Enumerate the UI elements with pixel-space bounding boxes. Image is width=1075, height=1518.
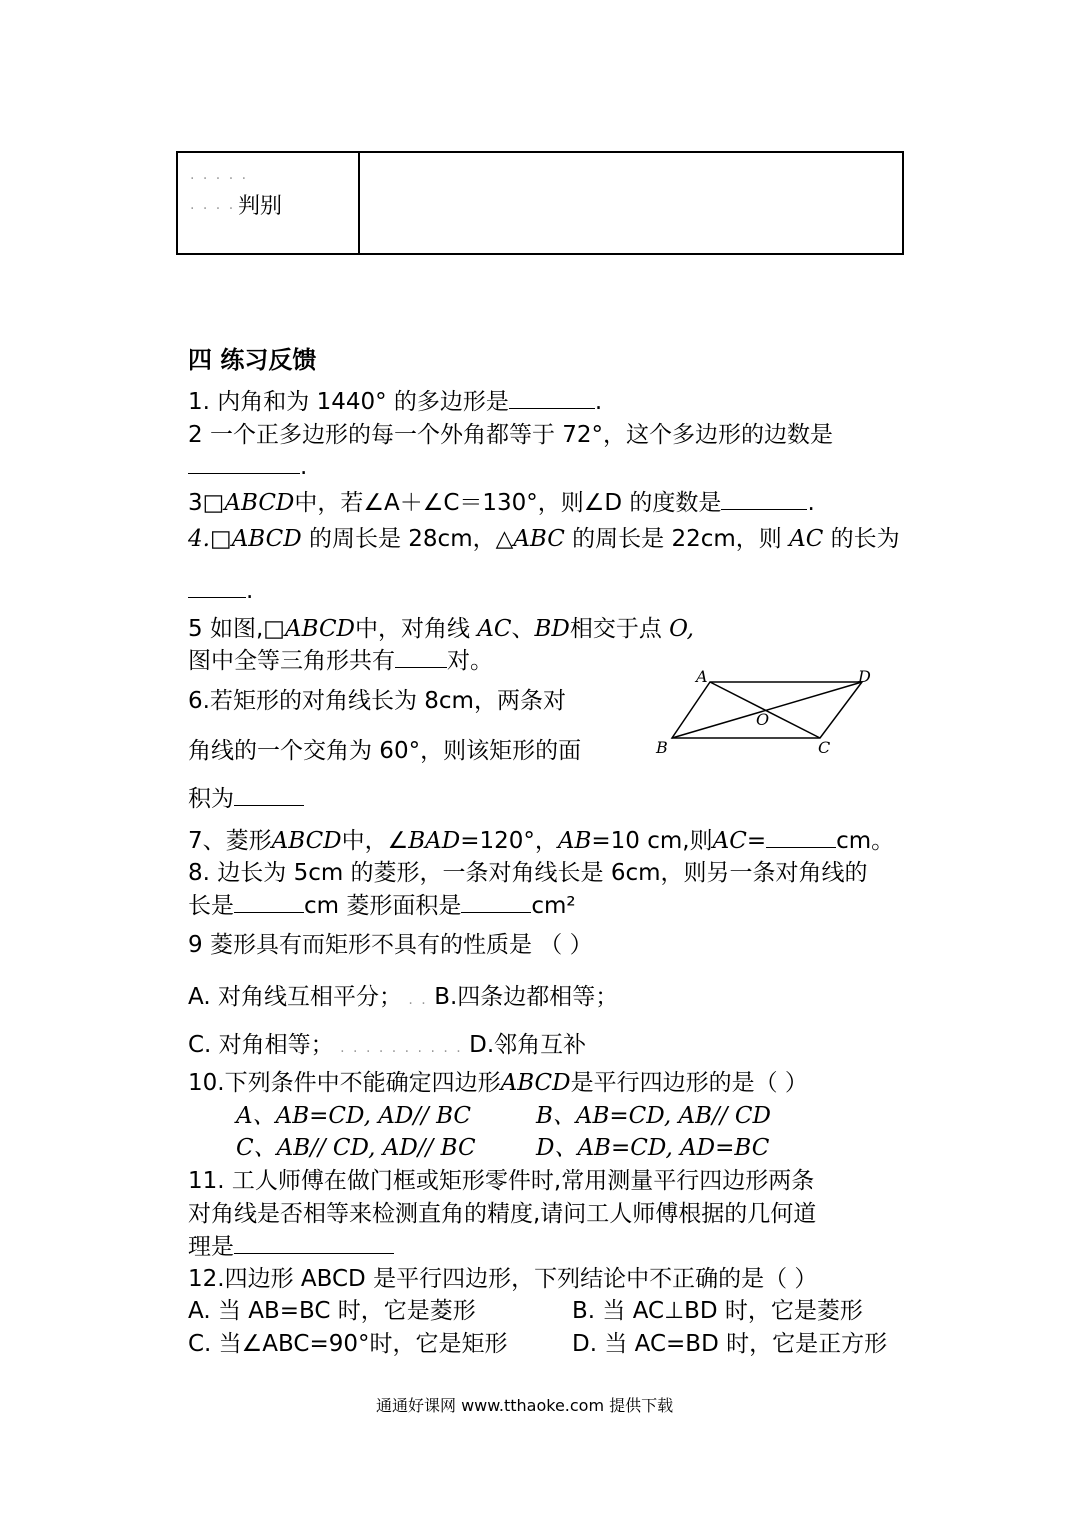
question-9-options-row2: [188, 1030, 586, 1063]
label-d: D: [858, 667, 871, 686]
dot-leader: . .: [401, 992, 435, 1008]
q3-text: 中，若∠A＋∠C＝130°，则∠D 的度数是: [294, 490, 722, 516]
q6-text: 积为: [188, 786, 234, 812]
option-c[interactable]: C. 对角相等；: [188, 1032, 334, 1058]
answer-blank[interactable]: [234, 785, 304, 806]
q4-text: 的周长是 28cm，△: [308, 526, 514, 552]
section-title: 四 练习反馈: [188, 346, 317, 374]
table-divider: [358, 153, 360, 253]
q7-text: 7、菱形: [188, 828, 272, 854]
q4-abcd: ABCD: [231, 526, 302, 552]
question-5: [188, 614, 694, 644]
answer-blank[interactable]: [766, 827, 836, 848]
option-c[interactable]: C. 当∠ABC=90°时，它是矩形: [188, 1331, 508, 1357]
q5-text: 对。: [447, 648, 493, 674]
question-4: [188, 524, 900, 554]
q7-ac: AC: [712, 828, 747, 854]
answer-blank[interactable]: [188, 577, 246, 598]
parallelogram-symbol: □: [263, 616, 285, 642]
q7-text: =: [746, 828, 767, 854]
q8-text: cm 菱形面积是: [304, 893, 462, 919]
q4-text: 的长为: [830, 526, 900, 552]
answer-blank[interactable]: [234, 1233, 394, 1254]
label-b: B: [656, 738, 668, 755]
q10-abcd: ABCD: [500, 1070, 571, 1096]
q1-text: 1. 内角和为 1440° 的多边形是: [188, 389, 509, 415]
parallelogram-symbol: □: [209, 526, 232, 552]
q5-bd: BD: [534, 616, 570, 642]
q5-number: 5 如图,: [188, 616, 264, 642]
answer-blank[interactable]: [234, 892, 304, 913]
q4-abc: ABC: [513, 526, 565, 552]
option-b[interactable]: B.四条边都相等；: [434, 984, 619, 1010]
q11-text: 理是: [188, 1234, 234, 1260]
dot-leader: . . . . . . . . . .: [333, 1040, 470, 1056]
question-6-line3: [188, 784, 304, 814]
question-6-line1: 6.若矩形的对角线长为 8cm，两条对: [188, 688, 566, 714]
option-b[interactable]: B、AB=CD, AB// CD: [536, 1103, 771, 1129]
option-d[interactable]: D.邻角互补: [469, 1032, 587, 1058]
question-5-line2: [188, 646, 493, 676]
question-8-line1: 8. 边长为 5cm 的菱形，一条对角线长是 6cm，则另一条对角线的: [188, 860, 868, 886]
q7-suffix: cm。: [836, 828, 895, 854]
q4-number: 4.: [188, 526, 210, 552]
q4-ac: AC: [789, 526, 824, 552]
parallelogram-symbol: □: [202, 490, 225, 516]
question-11-line1: 11. 工人师傅在做门框或矩形零件时,常用测量平行四边形两条: [188, 1168, 815, 1194]
q5-ac: AC: [477, 616, 512, 642]
q3-abcd: ABCD: [224, 490, 295, 516]
label-a: A: [696, 667, 708, 686]
dot-leader: . . . . .: [190, 167, 249, 183]
q7-text: =120°，: [460, 828, 558, 854]
label-o: O: [756, 710, 770, 729]
q10-text: 是平行四边形的是（ ）: [570, 1070, 808, 1096]
option-a[interactable]: A. 当 AB=BC 时，它是菱形: [188, 1298, 476, 1324]
q5-abcd: ABCD: [285, 616, 355, 642]
q5-sep: 、: [511, 616, 535, 642]
question-12: 12.四边形 ABCD 是平行四边形，下列结论中不正确的是（ ）: [188, 1266, 818, 1292]
q7-bad: BAD: [408, 828, 461, 854]
q5-text: 图中全等三角形共有: [188, 648, 395, 674]
question-7: [188, 826, 894, 856]
question-10: [188, 1068, 808, 1098]
question-8-line2: [188, 891, 576, 921]
q3-number: 3: [188, 490, 203, 516]
answer-blank[interactable]: [721, 489, 807, 510]
q5-text: 中，对角线: [354, 616, 470, 642]
question-1: [188, 387, 602, 417]
question-9: 9 菱形具有而矩形不具有的性质是 （ ）: [188, 932, 593, 958]
q7-text: 中，∠: [341, 828, 409, 854]
dot-leader: . . . .: [190, 197, 236, 213]
option-d[interactable]: D、AB=CD, AD=BC: [536, 1135, 770, 1161]
label-c: C: [818, 738, 831, 755]
question-11-line3: [188, 1232, 394, 1262]
question-2-answer: [188, 452, 307, 482]
q8-text: cm²: [531, 893, 576, 919]
q3-suffix: .: [807, 490, 815, 516]
answer-blank[interactable]: [395, 647, 447, 668]
question-2: 2 一个正多边形的每一个外角都等于 72°，这个多边形的边数是: [188, 422, 834, 448]
q7-abcd: ABCD: [271, 828, 342, 854]
q4-text: 的周长是 22cm，则: [572, 526, 782, 552]
answer-blank[interactable]: [461, 892, 531, 913]
q5-o: O,: [669, 616, 694, 642]
option-a[interactable]: A. 对角线互相平分；: [188, 984, 402, 1010]
question-9-options-row1: [188, 982, 618, 1015]
q2-suffix: .: [300, 454, 308, 480]
option-d[interactable]: D. 当 AC=BD 时，它是正方形: [572, 1331, 888, 1357]
page-footer: 通通好课网 www.tthaoke.com 提供下载: [376, 1396, 674, 1415]
question-6-line2: 角线的一个交角为 60°，则该矩形的面: [188, 738, 582, 764]
option-b[interactable]: B. 当 AC⊥BD 时，它是菱形: [572, 1298, 863, 1324]
q1-suffix: .: [594, 389, 603, 415]
q5-text: 相交于点: [569, 616, 662, 642]
option-a[interactable]: A、AB=CD, AD// BC: [236, 1103, 472, 1129]
table-label: 判别: [238, 194, 283, 219]
judgement-table: [176, 151, 904, 255]
q7-text: =10 cm,则: [591, 828, 713, 854]
option-c[interactable]: C、AB// CD, AD// BC: [236, 1135, 476, 1161]
parallelogram-figure: [652, 665, 882, 755]
answer-blank[interactable]: [188, 453, 300, 474]
q7-ab: AB: [557, 828, 592, 854]
q8-text: 长是: [188, 893, 234, 919]
question-4-answer: [188, 576, 253, 606]
q10-text: 10.下列条件中不能确定四边形: [188, 1070, 501, 1096]
question-11-line2: 对角线是否相等来检测直角的精度,请问工人师傅根据的几何道: [188, 1201, 817, 1227]
question-3: [188, 488, 815, 518]
answer-blank[interactable]: [509, 388, 595, 409]
q4-suffix: .: [246, 578, 254, 604]
